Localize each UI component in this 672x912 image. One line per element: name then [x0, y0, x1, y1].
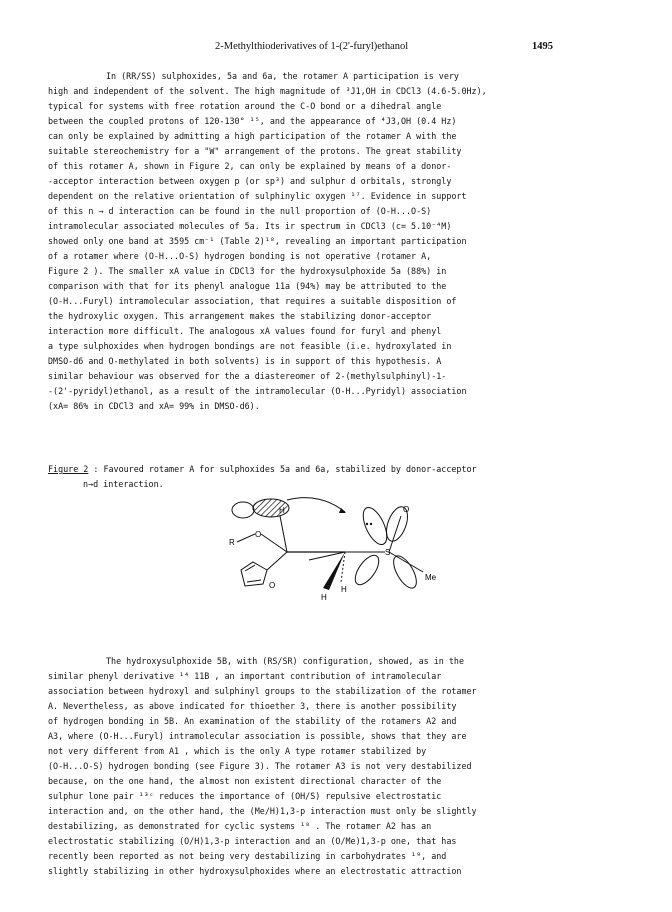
- caption-text: : Favoured rotamer A for sulphoxides 5a and 6a, stabilized by donor-acceptor: [93, 464, 477, 474]
- text-line: of this n → d interaction can be found in the null proportion of (O-H...O-S): [48, 206, 432, 216]
- text-line: electrostatic stabilizing (O/H)1,3-p interaction and an (O/Me)1,3-p one, that has: [48, 836, 457, 846]
- atom-label-o-furan: O: [269, 581, 276, 590]
- orbital-lobe-open: [232, 502, 254, 518]
- sulphur-orbital-lobe: [389, 552, 421, 591]
- page-number: 1495: [532, 41, 553, 52]
- atom-label-me: Me: [425, 573, 437, 582]
- text-line: In (RR/SS) sulphoxides, 5a and 6a, the rotamer A participation is very: [106, 71, 459, 81]
- text-line: (xA= 86% in CDCl3 and xA= 99% in DMSO-d6).: [48, 401, 260, 411]
- text-line: not very different from A1 , which is the only A type rotamer stabilized by: [48, 746, 427, 756]
- atom-label-r: R: [229, 538, 235, 547]
- text-line: high and independent of the solvent. The high magnitude of ³J1,OH in CDCl3 (4.6-5.0Hz),: [48, 86, 487, 96]
- atom-label-h-left: H: [321, 593, 327, 602]
- rotamer-structure-figure: [195, 496, 465, 616]
- text-line: a type sulphoxides when hydrogen bondings are not feasible (i.e. hydroxylated in: [48, 341, 452, 351]
- text-line: slightly stabilizing in other hydroxysulphoxides where an electrostatic attraction: [48, 866, 462, 876]
- text-line: -acceptor interaction between oxygen p (or sp³) and sulphur d orbitals, strongly: [48, 176, 452, 186]
- atom-label-s: S: [385, 548, 391, 557]
- text-line: DMSO-d6 and O-methylated in both solvents) is in support of this hypothesis. A: [48, 356, 442, 366]
- text-line: sulphur lone pair ¹³ᶜ reduces the importance of (OH/S) repulsive electrostatic: [48, 791, 442, 801]
- running-title: 2-Methylthioderivatives of 1-(2'-furyl)ethanol: [215, 41, 409, 52]
- sulphur-orbital-lobe: [351, 551, 384, 588]
- running-header: [0, 41, 672, 57]
- text-line: of a rotamer where (O-H...O-S) hydrogen bonding is not operative (rotamer A,: [48, 251, 432, 261]
- text-line: (O-H...O-S) hydrogen bonding (see Figure 3). The rotamer A3 is not very destabilized: [48, 761, 472, 771]
- text-line: suitable stereochemistry for a "W" arrangement of the protons. The great stability: [48, 146, 462, 156]
- interaction-arrow: [287, 498, 345, 512]
- text-line: interaction more difficult. The analogous xA values found for furyl and phenyl: [48, 326, 442, 336]
- text-line: Figure 2 ). The smaller xA value in CDCl3 for the hydroxysulphoxide 5a (88%) in: [48, 266, 447, 276]
- text-line: recently been reported as not being very destabilizing in carbohydrates ¹⁹, and: [48, 851, 447, 861]
- paragraph-2: [48, 654, 616, 879]
- text-line: between the coupled protons of 120-130° ¹⁵, and the appearance of ⁴J3,OH (0.4 Hz): [48, 116, 457, 126]
- text-line: A. Nevertheless, as above indicated for thioether 3, there is another possibility: [48, 701, 457, 711]
- atom-label-o-hydroxyl: O: [255, 530, 262, 539]
- atom-label-h-top: H: [279, 506, 285, 515]
- text-line: association between hydroxyl and sulphinyl groups to the stabilization of the rotamer: [48, 686, 477, 696]
- text-line: (O-H...Furyl) intramolecular association, that requires a suitable disposition of: [48, 296, 457, 306]
- text-line: destabilizing, as demonstrated for cyclic systems ¹⁸ . The rotamer A2 has an: [48, 821, 432, 831]
- text-line: interaction and, on the other hand, the (Me/H)1,3-p interaction must only be slightly: [48, 806, 477, 816]
- atom-label-o-sulphinyl: O: [403, 505, 410, 514]
- text-line: -(2'-pyridyl)ethanol, as a result of the intramolecular (O-H...Pyridyl) association: [48, 386, 467, 396]
- text-line: showed only one band at 3595 cm⁻¹ (Table 2)¹⁸, revealing an important participation: [48, 236, 467, 246]
- text-line: the hydroxylic oxygen. This arrangement makes the stabilizing donor-acceptor: [48, 311, 432, 321]
- text-line: typical for systems with free rotation around the C-O bond or a dihedral angle: [48, 101, 442, 111]
- text-line: can only be explained by admitting a high participation of the rotamer A with the: [48, 131, 457, 141]
- text-line: because, on the one hand, the almost non existent directional character of the: [48, 776, 442, 786]
- text-line: intramolecular associated molecules of 5a. Its ir spectrum in CDCl3 (c= 5.10⁻⁴M): [48, 221, 452, 231]
- text-line: comparison with that for its phenyl analogue 11a (94%) may be attributed to the: [48, 281, 447, 291]
- text-line: dependent on the relative orientation of sulphinylic oxygen ¹⁷. Evidence in support: [48, 191, 467, 201]
- text-line: of hydrogen bonding in 5B. An examination of the stability of the rotamers A2 and: [48, 716, 457, 726]
- caption-text-cont: n→d interaction.: [83, 479, 164, 489]
- text-line: A3, where (O-H...Furyl) intramolecular association is possible, shows that they are: [48, 731, 467, 741]
- text-line: of this rotamer A, shown in Figure 2, can only be explained by means of a donor-: [48, 161, 452, 171]
- figure-label: Figure 2: [48, 464, 89, 474]
- text-line: similar phenyl derivative ¹⁴ 11B , an important contribution of intramolecular: [48, 671, 442, 681]
- figure-caption: [48, 462, 616, 492]
- paragraph-1: [48, 69, 616, 414]
- atom-label-h-right: H: [341, 585, 347, 594]
- text-line: The hydroxysulphoxide 5B, with (RS/SR) configuration, showed, as in the: [106, 656, 464, 666]
- text-line: similar behaviour was observed for the a diastereomer of 2-(methylsulphinyl)-1-: [48, 371, 447, 381]
